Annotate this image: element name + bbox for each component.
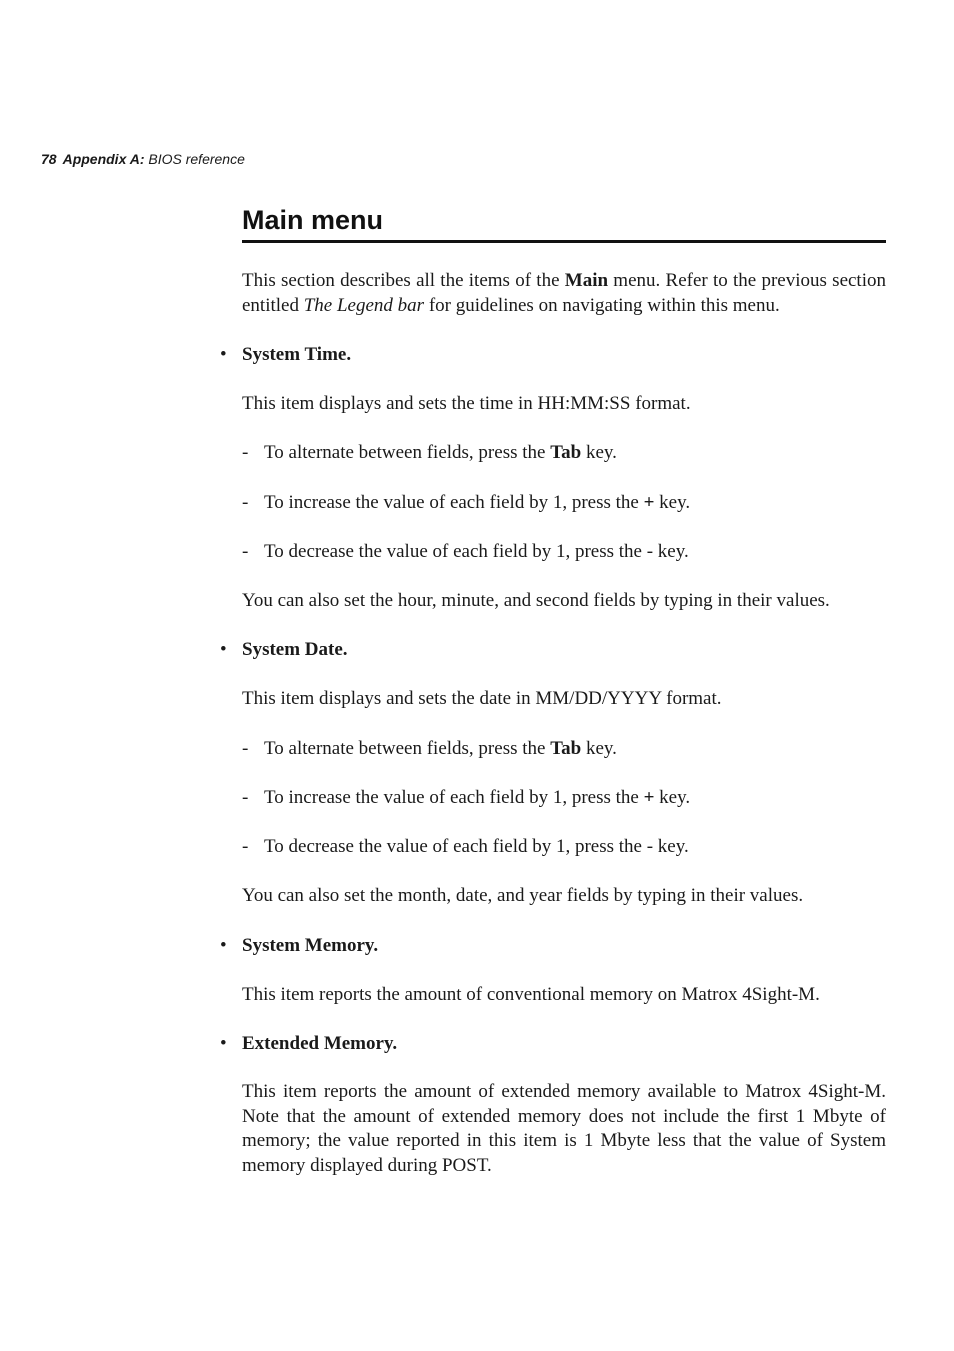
extended-memory-heading bbox=[220, 1031, 886, 1056]
dash-icon: - bbox=[242, 492, 249, 513]
title-rule bbox=[242, 240, 886, 243]
step-text: To decrease the value of each field by 1, press the - key. bbox=[264, 836, 689, 857]
step-text: key. bbox=[581, 738, 617, 759]
step-text: key. bbox=[654, 492, 691, 513]
system-time-step-3 bbox=[242, 539, 886, 564]
system-time-note: You can also set the hour, minute, and second fields by typing in their values. bbox=[242, 590, 830, 611]
appendix-label: Appendix A: bbox=[62, 151, 145, 167]
heading-text: System Time. bbox=[242, 344, 352, 365]
system-time-step-2 bbox=[242, 490, 886, 515]
system-date-step-2 bbox=[242, 785, 886, 810]
bullet-icon: • bbox=[220, 344, 227, 365]
dash-icon: - bbox=[242, 836, 249, 857]
system-date-heading bbox=[220, 637, 886, 662]
bullet-icon: • bbox=[220, 639, 227, 660]
system-time-heading bbox=[220, 342, 886, 367]
system-date-note: You can also set the month, date, and year fields by typing in their values. bbox=[242, 885, 804, 906]
bullet-icon: • bbox=[220, 1033, 227, 1054]
section-label: BIOS reference bbox=[148, 151, 245, 167]
step-text: To decrease the value of each field by 1, press the - key. bbox=[264, 541, 689, 562]
key-label: Tab bbox=[550, 442, 582, 463]
key-label: + bbox=[643, 492, 655, 513]
dash-icon: - bbox=[242, 442, 249, 463]
system-memory-heading bbox=[220, 933, 886, 958]
system-time-step-1 bbox=[242, 440, 886, 465]
heading-text: System Date. bbox=[242, 639, 348, 660]
heading-text: System Memory. bbox=[242, 935, 379, 956]
bullet-icon: • bbox=[220, 935, 227, 956]
intro-text: This section describes all the items of the bbox=[242, 270, 565, 291]
system-memory-description: This item reports the amount of conventional memory on Matrox 4Sight-M. bbox=[242, 984, 820, 1005]
intro-text: menu. Refer to the previous section entitled bbox=[242, 270, 886, 316]
step-text: To increase the value of each field by 1, press the bbox=[264, 787, 644, 808]
step-text: To alternate between fields, press the bbox=[264, 442, 551, 463]
dash-icon: - bbox=[242, 738, 249, 759]
dash-icon: - bbox=[242, 787, 249, 808]
system-date-step-3 bbox=[242, 834, 886, 859]
main-term: Main bbox=[564, 270, 609, 291]
step-text: key. bbox=[581, 442, 617, 463]
step-text: To increase the value of each field by 1, press the bbox=[264, 492, 644, 513]
step-text: To alternate between fields, press the bbox=[264, 738, 551, 759]
page-title: Main menu bbox=[242, 205, 384, 235]
intro-paragraph bbox=[242, 268, 886, 318]
key-label: Tab bbox=[550, 738, 582, 759]
intro-text: for guidelines on navigating within this menu. bbox=[424, 295, 780, 316]
running-header bbox=[41, 151, 245, 167]
page-number: 78 bbox=[41, 151, 57, 167]
extended-memory-description: This item reports the amount of extended memory available to Matrox 4Sight-M. Note that the amount of extended memory does not include the first 1 Mbyte of memory; the value reported in this item is 1 Mbyte less that the value of System memory displayed during POST. bbox=[242, 1081, 886, 1176]
step-text: key. bbox=[654, 787, 691, 808]
system-date-step-1 bbox=[242, 736, 886, 761]
key-label: + bbox=[643, 787, 655, 808]
system-date-description: This item displays and sets the date in MM/DD/YYYY format. bbox=[242, 688, 722, 709]
legend-bar-reference: The Legend bar bbox=[303, 295, 425, 316]
heading-text: Extended Memory. bbox=[242, 1033, 398, 1054]
dash-icon: - bbox=[242, 541, 249, 562]
system-time-description: This item displays and sets the time in HH:MM:SS format. bbox=[242, 393, 691, 414]
